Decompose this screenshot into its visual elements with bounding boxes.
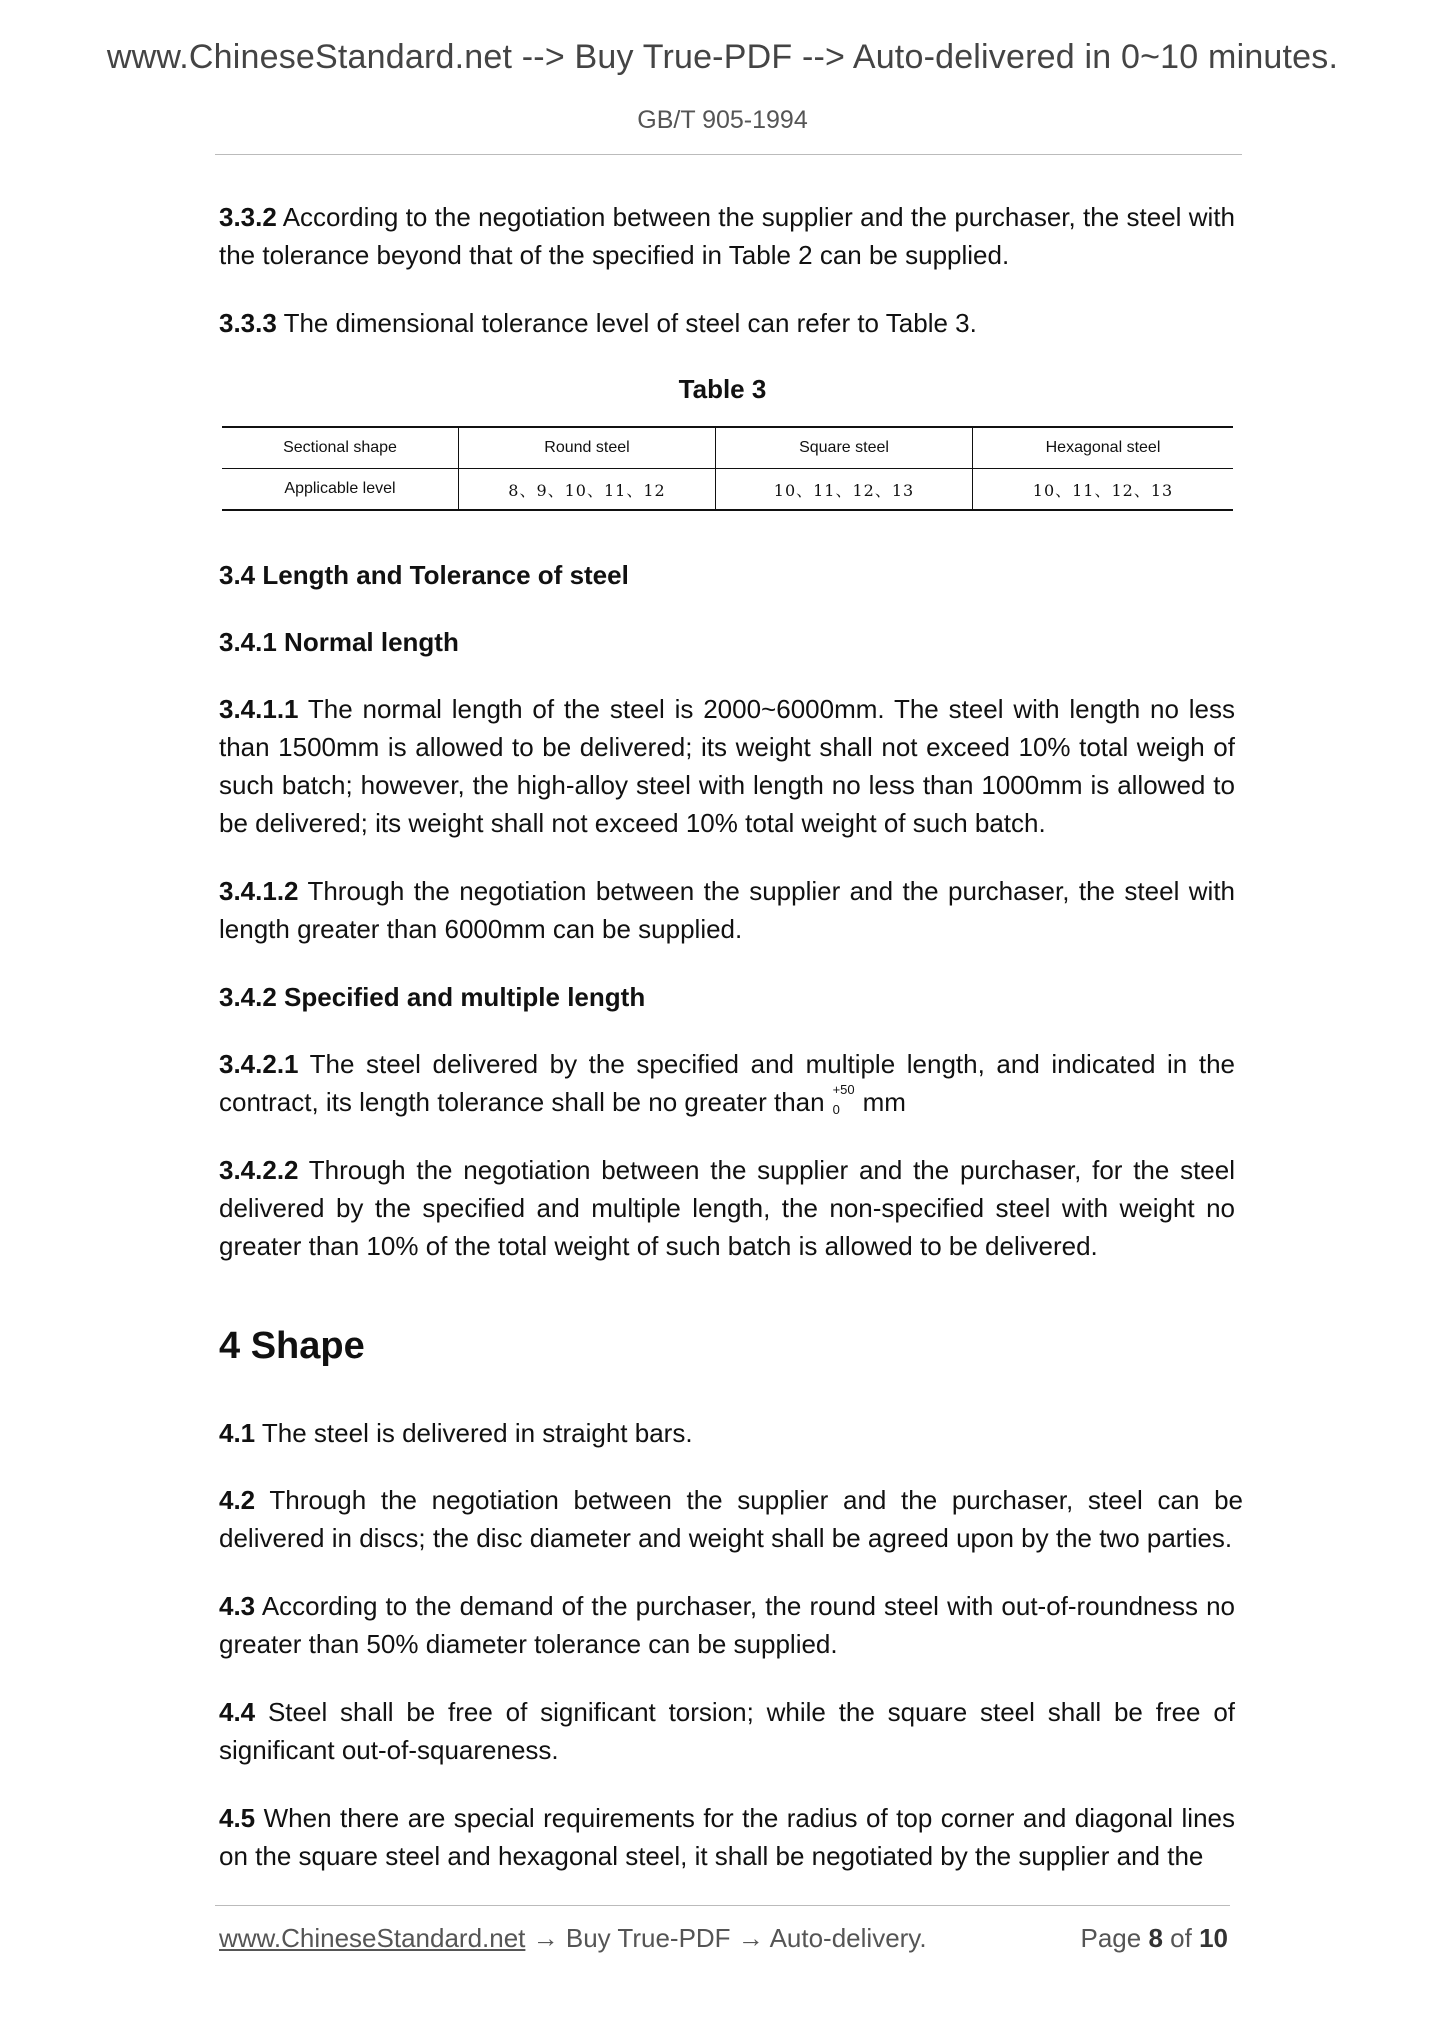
tolerance-notation bbox=[832, 1082, 863, 1119]
footer-website-link[interactable]: www.ChineseStandard.net bbox=[219, 1923, 526, 1953]
top-banner[interactable]: www.ChineseStandard.net --> Buy True-PDF --> Auto-delivered in 0~10 minutes. bbox=[106, 38, 1339, 76]
clause-number: 3.4.2.2 bbox=[219, 1155, 299, 1185]
clause-number: 4.5 bbox=[219, 1803, 256, 1833]
page-of: of bbox=[1170, 1923, 1192, 1953]
paragraph-3-3-2 bbox=[219, 198, 1235, 274]
document-code: GB/T 905-1994 bbox=[637, 106, 808, 134]
footer-promo bbox=[219, 1923, 927, 1954]
clause-text: According to the demand of the purchaser, the round steel with out-of-roundness no greater than 50% diameter tolerance can be supplied. bbox=[219, 1591, 1235, 1659]
table-cell: Hexagonal steel bbox=[973, 427, 1234, 469]
clause-text: When there are special requirements for the radius of top corner and diagonal lines on the square steel and hexagonal steel, it shall be negotiated by the supplier and the bbox=[219, 1803, 1235, 1871]
clause-number: 4.3 bbox=[219, 1591, 256, 1621]
clause-number: 3.4.2.1 bbox=[219, 1049, 299, 1079]
table-cell: Sectional shape bbox=[222, 427, 459, 469]
clause-text: Through the negotiation between the supplier and the purchaser, for the steel delivered by the specified and multiple length, the non-specified steel with weight no greater than 10% of the total weight of such batch is allowed to be delivered. bbox=[219, 1155, 1235, 1261]
clause-text: The steel is delivered in straight bars. bbox=[255, 1418, 693, 1448]
clause-number: 4.1 bbox=[219, 1418, 256, 1448]
paragraph-4-1 bbox=[219, 1414, 1235, 1452]
clause-number: 3.3.2 bbox=[219, 202, 277, 232]
clause-number: 3.4.1.1 bbox=[219, 694, 299, 724]
heading-3-4-1: 3.4.1 Normal length bbox=[219, 627, 459, 657]
table-cell: Square steel bbox=[716, 427, 973, 469]
table-cell: Applicable level bbox=[222, 469, 459, 511]
paragraph-3-4-2-2 bbox=[219, 1151, 1235, 1265]
table-cell: Round steel bbox=[459, 427, 716, 469]
tolerance-upper: +50 bbox=[832, 1082, 855, 1098]
page-indicator bbox=[1080, 1923, 1228, 1954]
paragraph-4-4 bbox=[219, 1693, 1235, 1769]
tolerance-lower: 0 bbox=[832, 1102, 840, 1118]
footer-promo-text: → Buy True-PDF → Auto-delivery. bbox=[525, 1923, 927, 1953]
paragraph-4-3 bbox=[219, 1587, 1235, 1663]
page-total: 10 bbox=[1199, 1923, 1228, 1953]
paragraph-4-2 bbox=[219, 1481, 1243, 1557]
footer-divider bbox=[215, 1905, 1230, 1906]
table-cell: 8、9、10、11、12 bbox=[459, 469, 716, 511]
clause-number: 3.3.3 bbox=[219, 308, 277, 338]
clause-text: The normal length of the steel is 2000~6000mm. The steel with length no less than 1500mm is allowed to be delivered; its weight shall not exceed 10% total weigh of such batch; however, the high-alloy steel with length no less than 1000mm is allowed to be delivered; its weight shall not exceed 10% total weight of such batch. bbox=[219, 694, 1235, 838]
heading-3-4-2: 3.4.2 Specified and multiple length bbox=[219, 982, 646, 1012]
tolerance-unit: mm bbox=[862, 1087, 906, 1117]
table-3 bbox=[222, 426, 1233, 511]
table-cell: 10、11、12、13 bbox=[973, 469, 1234, 511]
table-row bbox=[222, 427, 1233, 469]
clause-number: 3.4.1.2 bbox=[219, 876, 299, 906]
paragraph-3-4-1-2 bbox=[219, 872, 1235, 948]
page-label: Page bbox=[1080, 1923, 1142, 1953]
paragraph-3-3-3 bbox=[219, 304, 1235, 342]
paragraph-3-4-2-1 bbox=[219, 1045, 1235, 1121]
clause-text: The steel delivered by the specified and multiple length, and indicated in the contract, its length tolerance shall be no greater than bbox=[219, 1049, 1235, 1117]
paragraph-3-4-1-1 bbox=[219, 690, 1235, 842]
heading-4-shape: 4 Shape bbox=[219, 1325, 365, 1367]
clause-text: The dimensional tolerance level of steel can refer to Table 3. bbox=[276, 308, 977, 338]
table-cell: 10、11、12、13 bbox=[716, 469, 973, 511]
header-divider bbox=[215, 154, 1242, 155]
clause-text: Through the negotiation between the supplier and the purchaser, the steel with length greater than 6000mm can be supplied. bbox=[219, 876, 1235, 944]
page-current: 8 bbox=[1148, 1923, 1163, 1953]
table-row bbox=[222, 469, 1233, 511]
table-3-caption: Table 3 bbox=[678, 374, 767, 404]
clause-number: 4.2 bbox=[219, 1485, 256, 1515]
paragraph-4-5 bbox=[219, 1799, 1235, 1875]
clause-number: 4.4 bbox=[219, 1697, 256, 1727]
clause-text: Through the negotiation between the supplier and the purchaser, steel can be delivered in discs; the disc diameter and weight shall be agreed upon by the two parties. bbox=[219, 1485, 1243, 1553]
clause-text: According to the negotiation between the supplier and the purchaser, the steel with the tolerance beyond that of the specified in Table 2 can be supplied. bbox=[219, 202, 1235, 270]
heading-3-4: 3.4 Length and Tolerance of steel bbox=[219, 560, 629, 590]
clause-text: Steel shall be free of significant torsion; while the square steel shall be free of significant out-of-squareness. bbox=[219, 1697, 1235, 1765]
